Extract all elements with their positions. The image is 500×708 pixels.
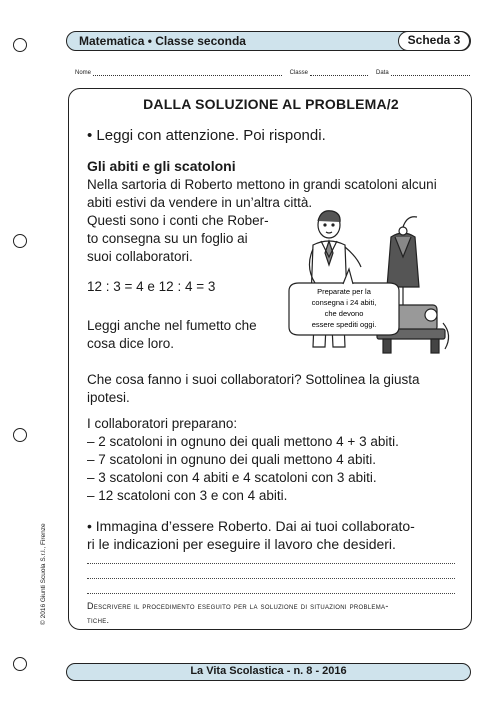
data-label: Data [376, 70, 389, 76]
footer-bar: La Vita Scolastica - n. 8 - 2016 [66, 663, 471, 681]
instruction-text: • Leggi con attenzione. Poi rispondi. [87, 127, 326, 144]
answer-line-2[interactable] [87, 578, 455, 579]
equation-text: 12 : 3 = 4 e 12 : 4 = 3 [87, 279, 216, 294]
objective-note-line-1: Descrivere il procedimento eseguito per la soluzione di situazioni problema- [87, 601, 389, 611]
speech-hint-line-2: cosa dice loro. [87, 336, 175, 351]
answer-line-1[interactable] [87, 563, 455, 564]
question-line-1: Che cosa fanno i suoi collaboratori? Sottolinea la giusta [87, 372, 420, 387]
nome-field[interactable] [93, 70, 282, 76]
binder-hole-upper [13, 234, 27, 248]
worksheet-frame [68, 88, 472, 630]
task-line-1: • Immagina d’essere Roberto. Dai ai tuoi collaborato- [87, 518, 415, 534]
speech-line-2: consegna i 24 abiti, [311, 298, 377, 307]
speech-line-4: essere spediti oggi. [311, 320, 377, 329]
tailor-illustration [285, 207, 457, 355]
option-item[interactable]: – 3 scatoloni con 4 abiti e 4 scatoloni con 3 abiti. [87, 470, 377, 485]
binder-hole-lower [13, 428, 27, 442]
story-line-5: suoi collaboratori. [87, 249, 193, 264]
story-line-2: abiti estivi da vendere in un’altra città. [87, 195, 313, 210]
objective-note-line-2: tiche. [87, 615, 110, 625]
option-item[interactable]: – 12 scatoloni con 3 e con 4 abiti. [87, 488, 288, 503]
story-line-3: Questi sono i conti che Rober- [87, 213, 269, 228]
question-line-2: ipotesi. [87, 390, 130, 405]
header-bar [66, 31, 471, 51]
worksheet-title: DALLA SOLUZIONE AL PROBLEMA/2 [143, 96, 399, 112]
speech-hint-line-1: Leggi anche nel fumetto che [87, 318, 257, 333]
classe-label: Classe [289, 70, 308, 76]
task-line-2: ri le indicazioni per eseguire il lavoro che desideri. [87, 536, 396, 552]
classe-field[interactable] [310, 70, 368, 76]
option-item[interactable]: – 7 scatoloni in ognuno dei quali mettono 4 abiti. [87, 452, 376, 467]
objective-note [87, 599, 455, 627]
story-line-1: Nella sartoria di Roberto mettono in grandi scatoloni alcuni [87, 177, 437, 192]
scheda-badge: Scheda 3 [398, 31, 470, 51]
story-line-4: to consegna su un foglio ai [87, 231, 248, 246]
subject-title: Matematica • Classe seconda [79, 34, 246, 48]
nome-label: Nome [75, 70, 92, 76]
speech-line-3: che devono [324, 309, 364, 318]
options-intro: I collaboratori preparano: [87, 416, 238, 431]
problem-title: Gli abiti e gli scatoloni [87, 158, 236, 174]
student-info-row [75, 70, 470, 76]
binder-hole-top [13, 38, 27, 52]
option-item[interactable]: – 2 scatoloni in ognuno dei quali mettono 4 + 3 abiti. [87, 434, 399, 449]
answer-line-3[interactable] [87, 593, 455, 594]
speech-line-1: Preparate per la [317, 287, 371, 296]
binder-hole-bottom [13, 657, 27, 671]
copyright-text: © 2016 Giunti Scuola S.r.l., Firenze [40, 523, 47, 625]
data-field[interactable] [391, 70, 470, 76]
